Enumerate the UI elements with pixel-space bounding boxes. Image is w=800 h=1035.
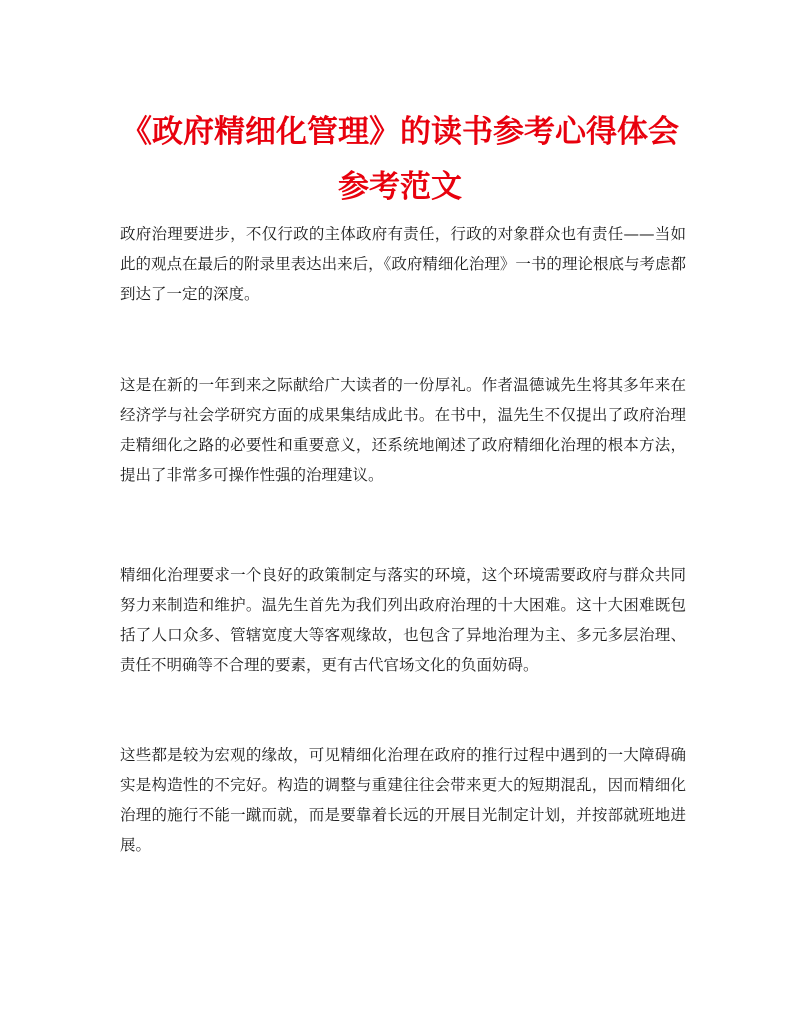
body-paragraph-4: 这些都是较为宏观的缘故，可见精细化治理在政府的推行过程中遇到的一大障碍确实是构造性的不完好。构造的调整与重建往往会带来更大的短期混乱，因而精细化治理的施行不能一蹴而就，而是要靠着长远的开展目光制定计划，并按部就班地进展。 <box>120 746 686 854</box>
body-paragraph-2: 这是在新的一年到来之际献给广大读者的一份厚礼。作者温德诚先生将其多年来在经济学与社会学研究方面的成果集结成此书。在书中，温先生不仅提出了政府治理走精细化之路的必要性和重要意义，还系统地阐述了政府精细化治理的根本方法，提出了非常多可操作性强的治理建议。 <box>120 376 686 484</box>
document-title-line2: 参考范文 <box>338 169 462 205</box>
document-title-line1: 《政府精细化管理》的读书参考心得体会 <box>121 114 679 150</box>
body-paragraph-1: 政府治理要进步，不仅行政的主体政府有责任，行政的对象群众也有责任——当如此的观点在最后的附录里表达出来后，《政府精细化治理》一书的理论根底与考虑都到达了一定的深度。 <box>120 225 686 303</box>
body-paragraph-3: 精细化治理要求一个良好的政策制定与落实的环境，这个环境需要政府与群众共同努力来制造和维护。温先生首先为我们列出政府治理的十大困难。这十大困难既包括了人口众多、管辖宽度大等客观缘故，也包含了异地治理为主、多元多层治理、责任不明确等不合理的要素，更有古代官场文化的负面妨碍。 <box>120 566 686 674</box>
